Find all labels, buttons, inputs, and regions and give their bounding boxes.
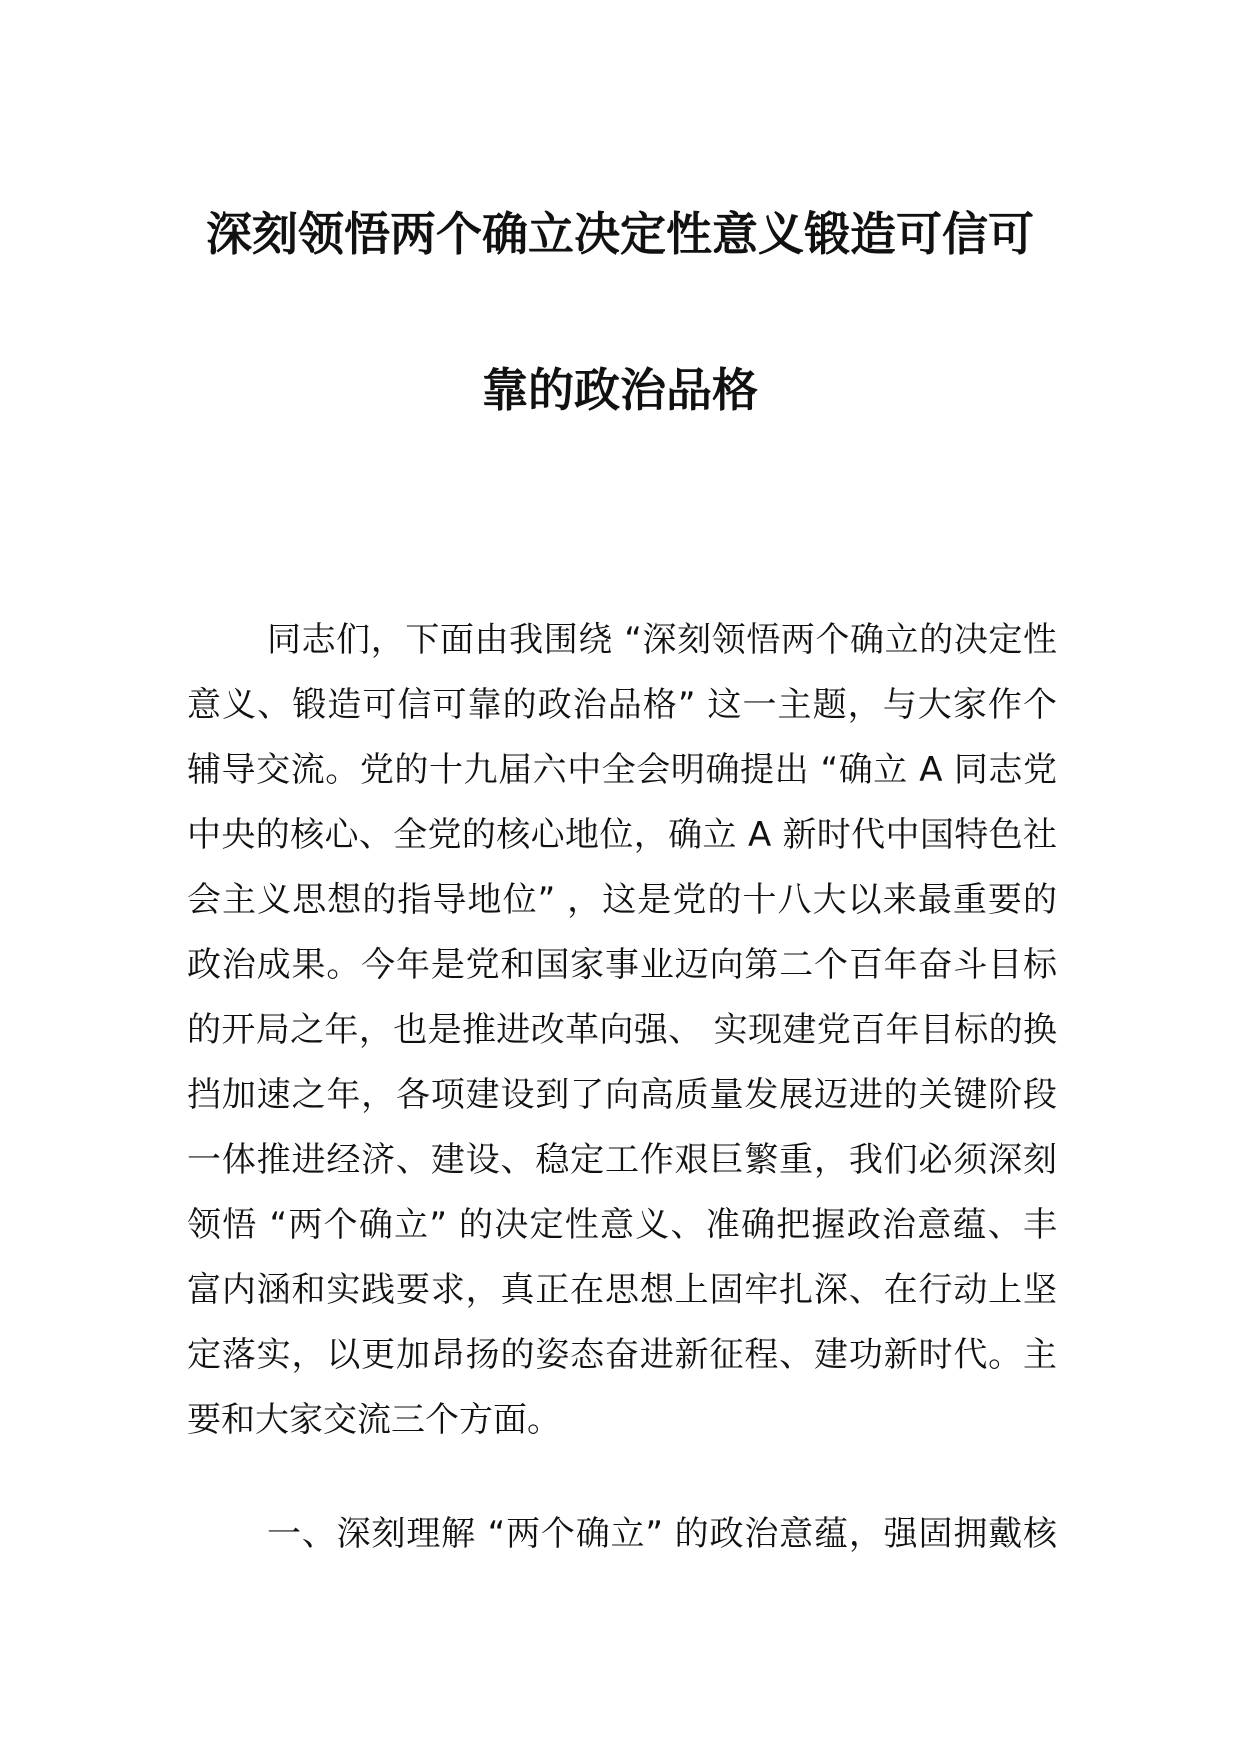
paragraph-line: 领悟 “两个确立” 的决定性意义、准确把握政治意蕴、丰 [187, 1205, 1057, 1245]
paragraph-line: 定落实，以更加昂扬的姿态奋进新征程、建功新时代。主 [187, 1335, 1057, 1375]
paragraph-line: 中央的核心、全党的核心地位，确立 A 新时代中国特色社 [187, 815, 1057, 855]
paragraph-line: 一体推进经济、建设、稳定工作艰巨繁重，我们必须深刻 [187, 1140, 1057, 1180]
section-heading-paragraph [187, 1502, 1057, 1567]
document-title-line-1: 深刻领悟两个确立决定性意义锻造可信可 [206, 207, 1034, 261]
paragraph-line: 辅导交流。党的十九届六中全会明确提出 “确立 A 同志党 [187, 750, 1057, 790]
paragraph-line: 富内涵和实践要求，真正在思想上固牢扎深、在行动上坚 [187, 1270, 1057, 1310]
paragraph-line: 政治成果。今年是党和国家事业迈向第二个百年奋斗目标 [187, 945, 1057, 985]
paragraph-line: 同志们，下面由我围绕 “深刻领悟两个确立的决定性 [267, 620, 1057, 660]
paragraph-line: 的开局之年，也是推进改革向强、 实现建党百年目标的换 [187, 1010, 1057, 1050]
document-title-line-2: 靠的政治品格 [482, 363, 758, 417]
paragraph-line: 挡加速之年，各项建设到了向高质量发展迈进的关键阶段 [187, 1075, 1057, 1115]
paragraph-line: 会主义思想的指导地位” ，这是党的十八大以来最重要的 [187, 880, 1057, 920]
section-heading-line: 一、深刻理解 “两个确立” 的政治意蕴，强固拥戴核 [267, 1514, 1057, 1554]
paragraph-line: 要和大家交流三个方面。 [187, 1400, 561, 1440]
paragraph-line: 意义、锻造可信可靠的政治品格” 这一主题，与大家作个 [187, 685, 1057, 725]
intro-paragraph [187, 608, 1057, 1453]
